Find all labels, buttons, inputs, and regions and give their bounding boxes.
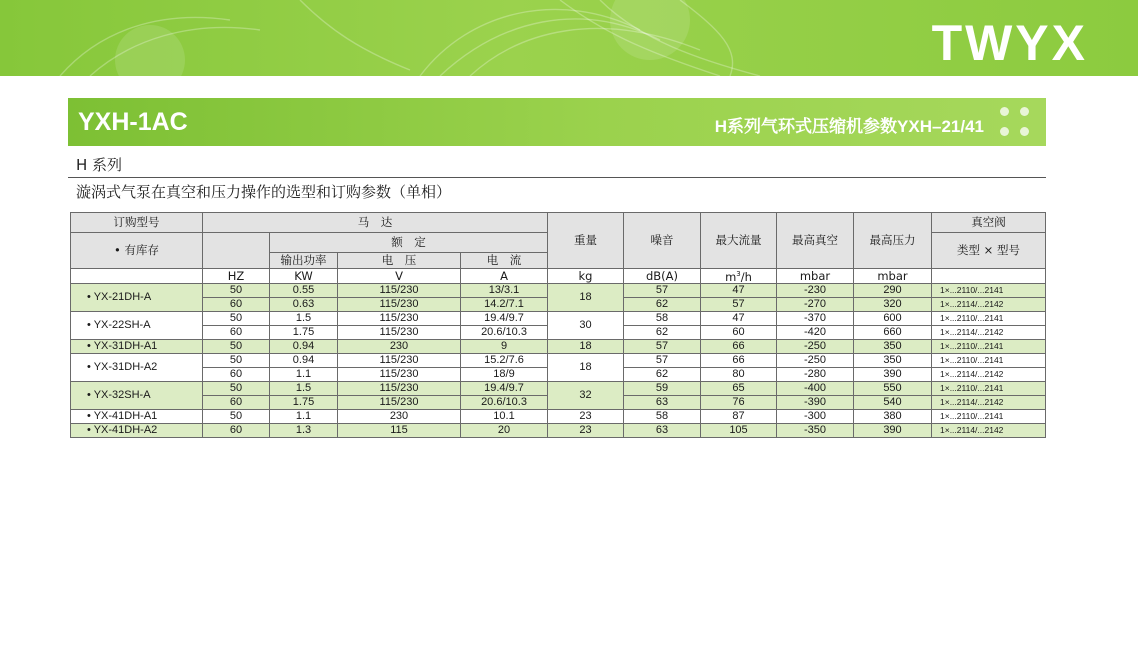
flow-cell: 47 (701, 284, 777, 298)
flow-cell: 57 (701, 298, 777, 312)
unit-flow-per-hour: /h (740, 269, 752, 284)
pres-cell: 390 (854, 368, 932, 382)
valve-cell: 1×...2110/...2141 (932, 382, 1046, 396)
db-cell: 62 (624, 368, 701, 382)
vac-cell: -390 (777, 396, 854, 410)
a-cell: 10.1 (461, 410, 548, 424)
a-cell: 20.6/10.3 (461, 396, 548, 410)
hz-cell: 60 (203, 396, 270, 410)
a-cell: 19.4/9.7 (461, 382, 548, 396)
hz-cell: 50 (203, 410, 270, 424)
table-row (71, 424, 1046, 438)
header-in-stock: • 有库存 (71, 233, 203, 269)
v-cell: 115/230 (338, 368, 461, 382)
v-cell: 115/230 (338, 396, 461, 410)
unit-flow-exponent: 3 (736, 270, 741, 279)
unit-kw: KW (270, 269, 338, 284)
unit-flow-base: m (725, 269, 737, 284)
divider (68, 177, 1046, 178)
db-cell: 58 (624, 312, 701, 326)
table-row (71, 340, 1046, 354)
header-current: 电 流 (461, 253, 548, 269)
model-cell: • YX-31DH-A1 (71, 340, 203, 354)
weight-cell: 32 (548, 382, 624, 410)
brand-logo: TWYX (931, 15, 1088, 71)
pres-cell: 660 (854, 326, 932, 340)
header-type-model: 类型 × 型号 (932, 233, 1046, 269)
flow-cell: 47 (701, 312, 777, 326)
hz-cell: 50 (203, 312, 270, 326)
unit-dba: dB(A) (624, 269, 701, 284)
weight-cell: 30 (548, 312, 624, 340)
pres-cell: 380 (854, 410, 932, 424)
a-cell: 19.4/9.7 (461, 312, 548, 326)
v-cell: 115/230 (338, 298, 461, 312)
model-cell: • YX-22SH-A (71, 312, 203, 340)
flow-cell: 60 (701, 326, 777, 340)
db-cell: 63 (624, 396, 701, 410)
pres-cell: 320 (854, 298, 932, 312)
hz-cell: 50 (203, 340, 270, 354)
vac-cell: -370 (777, 312, 854, 326)
kw-cell: 1.1 (270, 368, 338, 382)
header-max-flow: 最大流量 (701, 213, 777, 269)
unit-kg: kg (548, 269, 624, 284)
table-row (71, 410, 1046, 424)
table-row (71, 312, 1046, 326)
kw-cell: 1.75 (270, 326, 338, 340)
a-cell: 18/9 (461, 368, 548, 382)
valve-cell: 1×...2110/...2141 (932, 340, 1046, 354)
valve-cell: 1×...2110/...2141 (932, 312, 1046, 326)
weight-cell: 23 (548, 424, 624, 438)
unit-a: A (461, 269, 548, 284)
a-cell: 15.2/7.6 (461, 354, 548, 368)
flow-cell: 76 (701, 396, 777, 410)
header-rated: 额 定 (270, 233, 548, 253)
section-subtitle: 漩涡式气泵在真空和压力操作的选型和订购参数（单相） (76, 183, 452, 201)
kw-cell: 0.63 (270, 298, 338, 312)
kw-cell: 0.94 (270, 340, 338, 354)
v-cell: 115/230 (338, 284, 461, 298)
db-cell: 58 (624, 410, 701, 424)
flow-cell: 87 (701, 410, 777, 424)
valve-cell: 1×...2114/...2142 (932, 368, 1046, 382)
hz-cell: 60 (203, 368, 270, 382)
model-cell: • YX-31DH-A2 (71, 354, 203, 382)
weight-cell: 23 (548, 410, 624, 424)
db-cell: 57 (624, 340, 701, 354)
v-cell: 115/230 (338, 354, 461, 368)
title-bar (68, 98, 1046, 146)
a-cell: 9 (461, 340, 548, 354)
v-cell: 115 (338, 424, 461, 438)
db-cell: 63 (624, 424, 701, 438)
vac-cell: -420 (777, 326, 854, 340)
valve-cell: 1×...2110/...2141 (932, 284, 1046, 298)
series-label: H 系列 (76, 156, 123, 174)
unit-flow (701, 269, 777, 284)
valve-cell: 1×...2110/...2141 (932, 410, 1046, 424)
vac-cell: -270 (777, 298, 854, 312)
weight-cell: 18 (548, 354, 624, 382)
table-row (71, 382, 1046, 396)
kw-cell: 0.55 (270, 284, 338, 298)
db-cell: 57 (624, 284, 701, 298)
v-cell: 115/230 (338, 326, 461, 340)
valve-cell: 1×...2110/...2141 (932, 354, 1046, 368)
valve-cell: 1×...2114/...2142 (932, 396, 1046, 410)
db-cell: 59 (624, 382, 701, 396)
weight-cell: 18 (548, 340, 624, 354)
pres-cell: 350 (854, 354, 932, 368)
vac-cell: -300 (777, 410, 854, 424)
header-hz-blank (203, 233, 270, 269)
db-cell: 62 (624, 326, 701, 340)
valve-cell: 1×...2114/...2142 (932, 326, 1046, 340)
spec-table (70, 212, 1046, 438)
vac-cell: -280 (777, 368, 854, 382)
flow-cell: 80 (701, 368, 777, 382)
vac-cell: -250 (777, 340, 854, 354)
v-cell: 230 (338, 340, 461, 354)
unit-v: V (338, 269, 461, 284)
vac-cell: -350 (777, 424, 854, 438)
db-cell: 62 (624, 298, 701, 312)
header-motor: 马 达 (203, 213, 548, 233)
header-max-vacuum: 最高真空 (777, 213, 854, 269)
flow-cell: 105 (701, 424, 777, 438)
kw-cell: 1.1 (270, 410, 338, 424)
model-cell: • YX-32SH-A (71, 382, 203, 410)
valve-cell: 1×...2114/...2142 (932, 424, 1046, 438)
vac-cell: -400 (777, 382, 854, 396)
unit-hz: HZ (203, 269, 270, 284)
top-banner (0, 0, 1138, 76)
kw-cell: 1.5 (270, 382, 338, 396)
flow-cell: 66 (701, 354, 777, 368)
hz-cell: 60 (203, 424, 270, 438)
vac-cell: -230 (777, 284, 854, 298)
pres-cell: 290 (854, 284, 932, 298)
a-cell: 14.2/7.1 (461, 298, 548, 312)
header-max-pressure: 最高压力 (854, 213, 932, 269)
hz-cell: 50 (203, 382, 270, 396)
pres-cell: 540 (854, 396, 932, 410)
hz-cell: 50 (203, 284, 270, 298)
kw-cell: 1.5 (270, 312, 338, 326)
a-cell: 20 (461, 424, 548, 438)
header-output-power: 输出功率 (270, 253, 338, 269)
db-cell: 57 (624, 354, 701, 368)
v-cell: 115/230 (338, 382, 461, 396)
pres-cell: 600 (854, 312, 932, 326)
unit-blank-valve (932, 269, 1046, 284)
unit-mbar-pressure: mbar (854, 269, 932, 284)
a-cell: 20.6/10.3 (461, 326, 548, 340)
weight-cell: 18 (548, 284, 624, 312)
v-cell: 230 (338, 410, 461, 424)
kw-cell: 0.94 (270, 354, 338, 368)
table-row (71, 354, 1046, 368)
v-cell: 115/230 (338, 312, 461, 326)
a-cell: 13/3.1 (461, 284, 548, 298)
flow-cell: 65 (701, 382, 777, 396)
hz-cell: 60 (203, 326, 270, 340)
kw-cell: 1.3 (270, 424, 338, 438)
header-weight: 重量 (548, 213, 624, 269)
model-cell: • YX-41DH-A1 (71, 410, 203, 424)
series-title: H系列气环式压缩机参数YXH–21/41 (714, 117, 984, 136)
header-vacuum-valve: 真空阀 (932, 213, 1046, 233)
model-cell: • YX-21DH-A (71, 284, 203, 312)
spec-table-body (71, 284, 1046, 438)
header-order-model: 订购型号 (71, 213, 203, 233)
table-row (71, 284, 1046, 298)
model-cell: • YX-41DH-A2 (71, 424, 203, 438)
pres-cell: 390 (854, 424, 932, 438)
vac-cell: -250 (777, 354, 854, 368)
flow-cell: 66 (701, 340, 777, 354)
unit-mbar-vacuum: mbar (777, 269, 854, 284)
kw-cell: 1.75 (270, 396, 338, 410)
model-code: YXH-1AC (78, 108, 188, 136)
hz-cell: 50 (203, 354, 270, 368)
header-voltage: 电 压 (338, 253, 461, 269)
pres-cell: 550 (854, 382, 932, 396)
pres-cell: 350 (854, 340, 932, 354)
header-noise: 噪音 (624, 213, 701, 269)
dots-icon (998, 105, 1032, 139)
hz-cell: 60 (203, 298, 270, 312)
unit-blank (71, 269, 203, 284)
valve-cell: 1×...2114/...2142 (932, 298, 1046, 312)
